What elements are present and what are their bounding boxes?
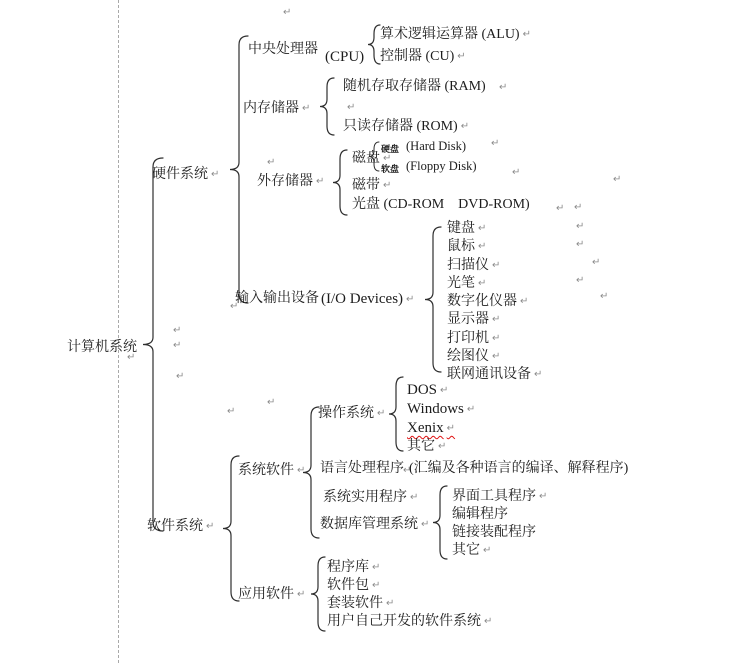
item-user-developed: 用户自己开发的软件系统 ↵ [327, 614, 493, 629]
return-mark-icon: ↵ [383, 180, 392, 191]
return-mark-icon: ↵ [302, 103, 311, 114]
return-mark-icon: ↵ [377, 408, 386, 419]
return-mark-icon: ↵ [457, 51, 466, 62]
return-mark-icon: ↵ [372, 580, 381, 591]
return-mark-icon: ↵ [613, 174, 622, 185]
return-mark-icon: ↵ [410, 492, 419, 503]
return-mark-icon: ↵ [347, 102, 356, 113]
label-io-devices-en: (I/O Devices) ↵ [321, 291, 415, 307]
return-mark-icon: ↵ [267, 397, 276, 408]
item-monitor: 显示器 ↵ [447, 312, 501, 327]
return-mark-icon: ↵ [173, 340, 182, 351]
label-external-memory: 外存储器 ↵ [257, 174, 325, 189]
item-linker-program: 链接装配程序 [452, 525, 536, 540]
return-mark-icon: ↵ [592, 257, 601, 268]
brace-external-memory [333, 150, 347, 215]
return-mark-icon: ↵ [483, 545, 492, 556]
item-windows: Windows ↵ [407, 401, 476, 417]
item-rom: 只读存储器 (ROM) ↵ [343, 119, 470, 134]
brace-system-software [303, 407, 319, 538]
label-language-processor-note: (汇编及各种语言的编译、解释程序) [409, 461, 629, 476]
label-application-software: 应用软件 ↵ [238, 587, 306, 602]
return-mark-icon: ↵ [438, 441, 447, 452]
return-mark-icon: ↵ [372, 562, 381, 573]
return-mark-icon: ↵ [522, 29, 531, 40]
brace-computer-system [143, 158, 163, 531]
label-dbms: 数据库管理系统 ↵ [320, 517, 430, 532]
return-mark-icon: ↵ [478, 223, 487, 234]
brace-io-devices [425, 227, 441, 372]
return-mark-icon: ↵ [539, 491, 548, 502]
return-mark-icon: ↵ [386, 598, 395, 609]
item-mouse: 鼠标 ↵ [447, 239, 487, 254]
return-mark-icon: ↵ [297, 465, 306, 476]
return-mark-icon: ↵ [316, 176, 325, 187]
item-magnetic-disk: 磁盘 ↵ [352, 151, 392, 166]
item-keyboard: 键盘 ↵ [447, 221, 487, 236]
return-mark-icon: ↵ [406, 294, 415, 305]
return-mark-icon: ↵ [176, 371, 185, 382]
return-mark-icon: ↵ [534, 369, 543, 380]
label-cpu-en: (CPU) [325, 49, 365, 65]
return-mark-icon: ↵ [484, 616, 493, 627]
return-mark-icon: ↵ [492, 314, 501, 325]
brace-dbms [433, 486, 447, 559]
item-digitizer: 数字化仪器 ↵ [447, 294, 529, 309]
return-mark-icon: ↵ [492, 333, 501, 344]
return-mark-icon: ↵ [576, 239, 585, 250]
label-io-devices: 输入输出设备 [235, 291, 319, 306]
item-dbms-other: 其它 ↵ [452, 543, 492, 558]
return-mark-icon: ↵ [491, 138, 500, 149]
label-system-utility: 系统实用程序 ↵ [323, 490, 419, 505]
item-plotter: 绘图仪 ↵ [447, 349, 501, 364]
item-light-pen: 光笔 ↵ [447, 276, 487, 291]
item-ui-tools: 界面工具程序 ↵ [452, 489, 548, 504]
item-hard-disk-en: (Hard Disk) [406, 139, 467, 153]
label-internal-memory: 内存储器 ↵ [243, 101, 311, 116]
return-mark-icon: ↵ [267, 157, 276, 168]
return-mark-icon: ↵ [478, 241, 487, 252]
return-mark-icon: ↵ [283, 7, 292, 18]
item-software-package: 软件包 ↵ [327, 578, 381, 593]
brace-hardware [230, 36, 248, 303]
item-scanner: 扫描仪 ↵ [447, 258, 501, 273]
return-mark-icon: ↵ [499, 82, 508, 93]
label-os: 操作系统 ↵ [318, 406, 386, 421]
return-mark-icon: ↵ [211, 169, 220, 180]
label-software-system: 软件系统 ↵ [147, 519, 215, 534]
item-hard-disk-cn: 硬盘 [381, 144, 400, 154]
return-mark-icon: ↵ [492, 351, 501, 362]
return-mark-icon: ↵ [227, 406, 236, 417]
item-dos: DOS ↵ [407, 382, 449, 398]
item-editor-program: 编辑程序 [452, 507, 508, 522]
label-computer-system: 计算机系统 [67, 340, 137, 355]
label-language-processor: 语言处理程序 [320, 461, 404, 476]
return-mark-icon: ↵ [206, 521, 215, 532]
item-ram: 随机存取存储器 (RAM) [343, 79, 486, 94]
return-mark-icon: ↵ [460, 121, 470, 132]
return-mark-icon: ↵ [383, 153, 392, 164]
return-mark-icon: ↵ [446, 423, 456, 434]
return-mark-icon: ↵ [556, 203, 565, 214]
item-os-other: 其它 ↵ [407, 439, 447, 454]
item-xenix: Xenix ↵ [407, 420, 456, 436]
return-mark-icon: ↵ [297, 589, 306, 600]
return-mark-icon: ↵ [520, 296, 529, 307]
item-program-library: 程序库 ↵ [327, 560, 381, 575]
return-mark-icon: ↵ [230, 301, 239, 312]
brace-software [223, 456, 239, 601]
return-mark-icon: ↵ [574, 202, 583, 213]
item-floppy-disk-en: (Floppy Disk) [406, 159, 477, 173]
return-mark-icon: ↵ [440, 385, 449, 396]
return-mark-icon: ↵ [576, 275, 585, 286]
return-mark-icon: ↵ [421, 519, 430, 530]
item-optical-disk: 光盘 (CD-ROM DVD-ROM) [352, 197, 530, 212]
return-mark-icon: ↵ [576, 221, 585, 232]
brace-cpu [368, 25, 380, 64]
item-cu: 控制器 (CU) ↵ [380, 49, 466, 64]
label-cpu: 中央处理器 [248, 42, 318, 57]
return-mark-icon: ↵ [466, 404, 476, 415]
item-printer: 打印机 ↵ [447, 331, 501, 346]
brace-os [389, 377, 403, 451]
return-mark-icon: ↵ [127, 352, 136, 363]
return-mark-icon: ↵ [173, 325, 182, 336]
return-mark-icon: ↵ [403, 465, 412, 476]
return-mark-icon: ↵ [478, 278, 487, 289]
brace-application-software [311, 557, 325, 631]
return-mark-icon: ↵ [492, 260, 501, 271]
brace-internal-memory [320, 78, 334, 135]
item-alu: 算术逻辑运算器 (ALU) ↵ [380, 27, 531, 42]
item-floppy-disk-cn: 软盘 [381, 164, 400, 174]
label-system-software: 系统软件 ↵ [238, 463, 306, 478]
return-mark-icon: ↵ [600, 291, 609, 302]
item-network-comm: 联网通讯设备 ↵ [447, 367, 543, 382]
item-software-suite: 套装软件 ↵ [327, 596, 395, 611]
label-hardware-system: 硬件系统 ↵ [152, 167, 220, 182]
item-magnetic-tape: 磁带 ↵ [352, 178, 392, 193]
return-mark-icon: ↵ [512, 167, 521, 178]
